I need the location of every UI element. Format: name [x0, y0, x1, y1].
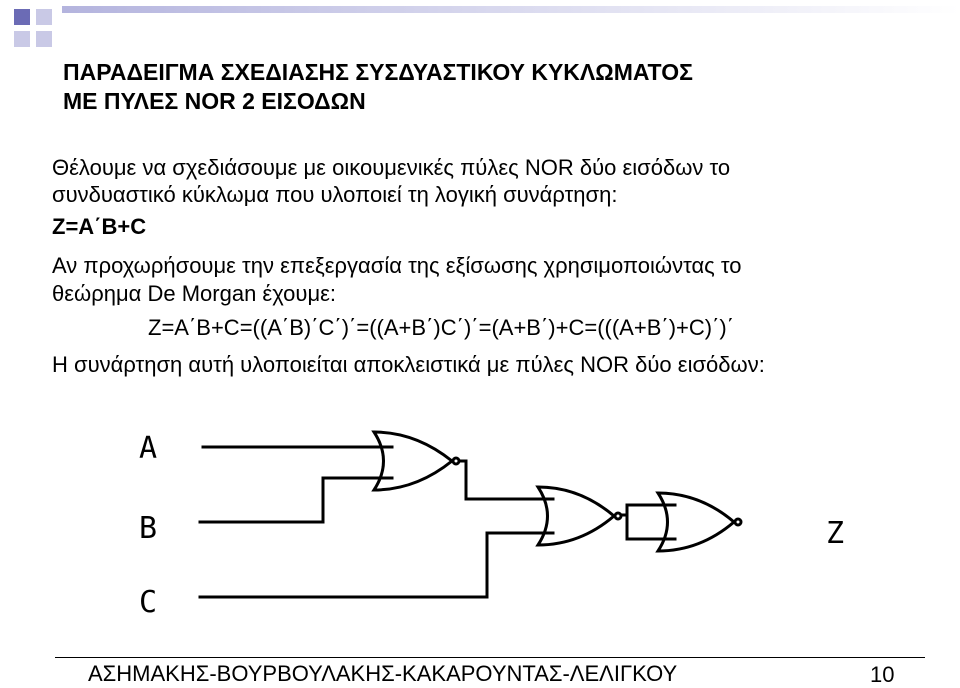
header-decoration [0, 0, 960, 60]
wire-gate1-gate2 [459, 461, 466, 499]
equation: Z=A΄B+C=((A΄B)΄C΄)΄=((A+B΄)C΄)΄=(A+B΄)+C=(((A+B΄)+C)΄)΄ [148, 315, 735, 340]
output-z-label: Z [826, 516, 845, 551]
title-line-2: ΜΕ ΠΥΛΕΣ NOR 2 ΕΙΣΟΔΩΝ [63, 88, 366, 114]
input-b-label: B [139, 511, 158, 546]
demorgan-line-2: θεώρημα De Morgan έχουμε: [52, 281, 337, 306]
nor-circuit-diagram [0, 400, 960, 640]
demorgan-line-1: Αν προχωρήσουμε την επεξεργασία της εξίσωσης χρησιμοποιώντας το [52, 253, 742, 278]
nor-gate-2-bubble [615, 513, 621, 519]
nor-gate-3-bubble [735, 519, 741, 525]
footer-authors: ΑΣΗΜΑΚΗΣ-ΒΟΥΡΒΟΥΛΑΚΗΣ-ΚΑΚΑΡΟΥΝΤΑΣ-ΛΕΛΙΓΚΟΥ [88, 661, 678, 686]
header-band [62, 6, 960, 13]
wire-b [200, 478, 323, 522]
footer-divider [55, 657, 925, 658]
slide-title [63, 58, 693, 116]
intro-line-2: συνδυαστικό κύκλωμα που υλοποιεί τη λογική συνάρτηση: [52, 182, 618, 207]
nor-gate-1-bubble [453, 458, 459, 464]
nor-gate-1 [374, 432, 452, 490]
deco-square [36, 31, 52, 47]
input-c-label: C [139, 585, 158, 620]
logic-function: Z=A΄B+C [52, 214, 147, 239]
nor-gate-2 [538, 487, 614, 545]
wire-c [200, 533, 553, 597]
deco-square [14, 31, 30, 47]
deco-square [14, 9, 30, 25]
nor-gate-3 [658, 493, 734, 551]
intro-line-1: Θέλουμε να σχεδιάσουμε με οικουμενικές πύλες NOR δύο εισόδων το [52, 155, 731, 180]
title-line-1: ΠΑΡΑΔΕΙΓΜΑ ΣΧΕΔΙΑΣΗΣ ΣΥΣΔΥΑΣΤΙΚΟΥ ΚΥΚΛΩΜΑΤΟΣ [63, 59, 693, 85]
conclusion: Η συνάρτηση αυτή υλοποιείται αποκλειστικά με πύλες NOR δύο εισόδων: [52, 352, 765, 377]
page-number: 10 [870, 662, 895, 687]
input-a-label: A [139, 431, 158, 466]
deco-square [36, 9, 52, 25]
